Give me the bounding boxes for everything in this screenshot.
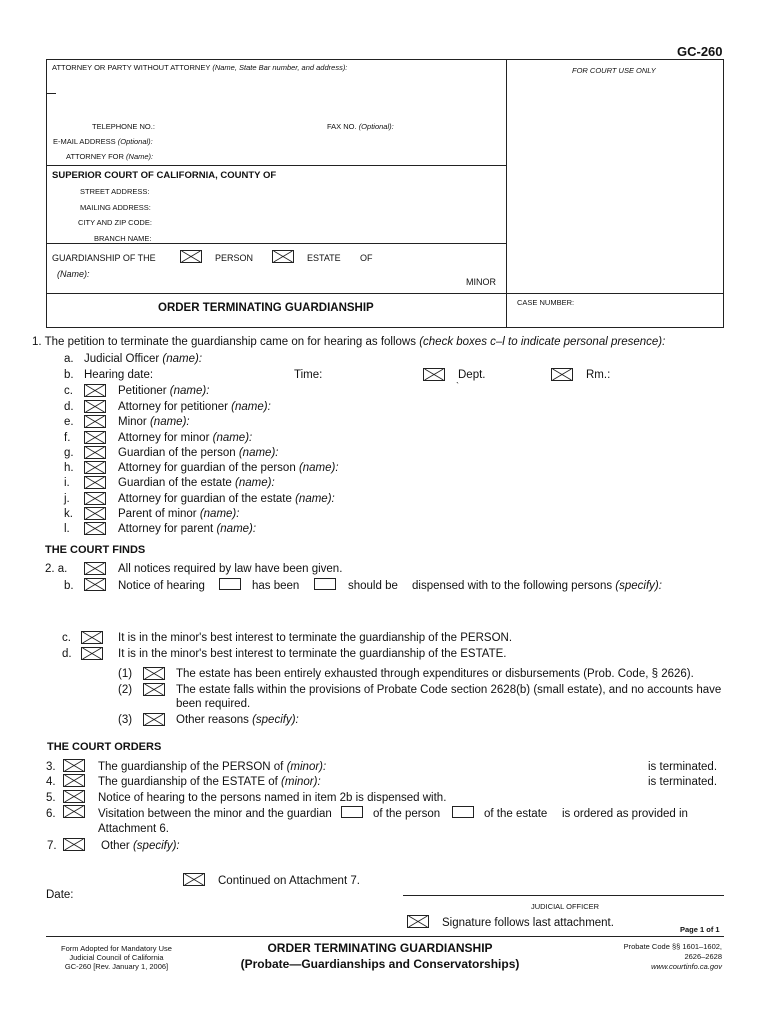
footer-probate-code: Probate Code §§ 1601–1602, [623,942,722,951]
row-e-letter: e. [64,416,74,428]
footer-adopted: Form Adopted for Mandatory Use [61,944,172,953]
footer-title: ORDER TERMINATING GUARDIANSHIP [267,941,493,955]
telephone-label: TELEPHONE NO.: [92,122,155,131]
finding-2a-number: 2. a. [45,563,68,575]
order-3-number: 3. [46,761,56,773]
dept-label: Dept. [458,369,486,381]
order-7-number: 7. [47,840,57,852]
should-be-label: should be [348,580,398,592]
row-k-checkbox[interactable] [84,507,106,520]
visitation-person-label: of the person [373,808,441,820]
court-orders-heading: THE COURT ORDERS [47,741,162,753]
caption-divider [46,293,724,294]
row-d-checkbox[interactable] [84,400,106,413]
order-7-text: Other (specify): [101,840,180,852]
rm-checkbox[interactable] [551,368,573,381]
finding-d3-number: (3) [118,714,133,726]
attorney-label: ATTORNEY OR PARTY WITHOUT ATTORNEY (Name, State Bar number, and address): [52,63,348,72]
fax-label: FAX NO. (Optional): [327,122,394,131]
dispensed-label: dispensed with to the following persons (specify): [412,580,662,592]
dept-mark: ` [456,381,459,391]
visitation-estate-checkbox[interactable] [452,806,474,818]
finding-2d-text: It is in the minor's best interest to terminate the guardianship of the ESTATE. [118,648,507,660]
person-checkbox[interactable] [180,250,202,263]
row-l-label: Attorney for parent (name): [118,523,257,535]
notice-of-hearing-label: Notice of hearing [118,580,205,592]
finding-d2-number: (2) [118,684,133,696]
order-7-checkbox[interactable] [63,838,85,851]
footer-subtitle: (Probate—Guardianships and Conservatorships) [240,957,520,971]
row-g-letter: g. [64,447,74,459]
order-5-number: 5. [46,792,56,804]
row-g-label: Guardian of the person (name): [118,447,279,459]
case-number-label: CASE NUMBER: [517,298,575,307]
row-f-letter: f. [64,432,71,444]
footer-probate-code-cont: 2626–2628 [684,952,722,961]
order-6-number: 6. [46,808,56,820]
finding-d3-checkbox[interactable] [143,713,165,726]
order-3-end: is terminated. [648,761,718,773]
row-d-label: Attorney for petitioner (name): [118,401,271,413]
minor-label: MINOR [466,277,496,287]
row-e-label: Minor (name): [118,416,190,428]
court-finds-heading: THE COURT FINDS [45,544,146,556]
person-label: PERSON [215,253,254,263]
row-c-label: Petitioner (name): [118,385,210,397]
order-6-text: Visitation between the minor and the guardian [98,808,332,820]
order-6-end: is ordered as provided in [562,808,688,820]
branch-name-label: BRANCH NAME: [94,234,152,243]
finding-2c-letter: c. [62,632,71,644]
order-5-text: Notice of hearing to the persons named in item 2b is dispensed with. [98,792,447,804]
order-3-checkbox[interactable] [63,759,85,772]
attorney-entry-mark [46,93,56,94]
row-i-checkbox[interactable] [84,476,106,489]
court-section-divider [46,243,507,244]
continued-label: Continued on Attachment 7. [218,875,360,887]
finding-d1-number: (1) [118,668,133,680]
street-address-label: STREET ADDRESS: [80,187,150,196]
continued-checkbox[interactable] [183,873,205,886]
row-k-letter: k. [64,508,73,520]
signature-follows-checkbox[interactable] [407,915,429,928]
time-label: Time: [294,369,323,381]
row-f-label: Attorney for minor (name): [118,432,253,444]
row-h-checkbox[interactable] [84,461,106,474]
row-c-checkbox[interactable] [84,384,106,397]
row-j-letter: j. [64,493,70,505]
finding-2c-checkbox[interactable] [81,631,103,644]
guardianship-of-the-label: GUARDIANSHIP OF THE [52,253,156,263]
order-4-number: 4. [46,776,56,788]
row-c-letter: c. [64,385,73,397]
finding-d2-text: The estate falls within the provisions of Probate Code section 2628(b) (small estate), and no accounts have [176,684,722,696]
footer-divider [46,936,724,937]
finding-2b-checkbox[interactable] [84,578,106,591]
finding-d3-text: Other reasons (specify): [176,714,299,726]
finding-2d-letter: d. [62,648,72,660]
dept-checkbox[interactable] [423,368,445,381]
city-zip-label: CITY AND ZIP CODE: [78,218,152,227]
row-j-label: Attorney for guardian of the estate (name): [118,493,335,505]
finding-2a-text: All notices required by law have been given. [118,563,343,575]
court-use-label: FOR COURT USE ONLY [572,66,656,75]
attorney-for-label: ATTORNEY FOR (Name): [66,152,154,161]
has-been-label: has been [252,580,300,592]
rm-label: Rm.: [586,369,611,381]
header-right-border [723,59,724,328]
row-l-checkbox[interactable] [84,522,106,535]
judicial-officer-label: JUDICIAL OFFICER [531,902,600,911]
row-e-checkbox[interactable] [84,415,106,428]
estate-label: ESTATE [307,253,341,263]
row-l-letter: l. [64,523,70,535]
header-bottom-border [46,327,724,328]
superior-court-label: SUPERIOR COURT OF CALIFORNIA, COUNTY OF [52,170,277,181]
name-label: (Name): [57,269,90,279]
visitation-estate-label: of the estate [484,808,548,820]
should-be-checkbox[interactable] [314,578,336,590]
order-6-checkbox[interactable] [63,805,85,818]
visitation-person-checkbox[interactable] [341,806,363,818]
row-h-label: Attorney for guardian of the person (name): [118,462,339,474]
row-j-checkbox[interactable] [84,492,106,505]
order-4-text: The guardianship of the ESTATE of (minor): [98,776,321,788]
footer-revision: GC-260 [Rev. January 1, 2006] [64,962,169,971]
finding-2b-letter: b. [64,580,74,592]
header-top-border [46,59,724,60]
finding-2d-checkbox[interactable] [81,647,103,660]
order-4-end: is terminated. [648,776,718,788]
mailing-address-label: MAILING ADDRESS: [80,203,151,212]
signature-follows-label: Signature follows last attachment. [442,917,614,929]
signature-line [403,895,724,896]
estate-checkbox[interactable] [272,250,294,263]
has-been-checkbox[interactable] [219,578,241,590]
finding-2c-text: It is in the minor's best interest to terminate the guardianship of the PERSON. [118,632,513,644]
date-label: Date: [46,889,74,901]
attorney-section-divider [46,165,507,166]
header-left-border [46,59,47,328]
order-4-checkbox[interactable] [63,774,85,787]
court-use-divider [506,59,507,328]
item1a-letter: a. [64,353,74,365]
item1a-label: Judicial Officer (name): [84,353,203,365]
hearing-date-label: Hearing date: [84,369,154,381]
row-i-label: Guardian of the estate (name): [118,477,275,489]
of-label: OF [360,253,373,263]
item1-intro: 1. The petition to terminate the guardianship came on for hearing as follows (check boxes c–l to indicate personal presence): [32,336,666,348]
finding-d1-text: The estate has been entirely exhausted through expenditures or disbursements (Prob. Code, § 2626). [176,668,694,680]
item1b-letter: b. [64,369,74,381]
email-label: E-MAIL ADDRESS (Optional): [53,137,153,146]
row-h-letter: h. [64,462,74,474]
footer-council: Judicial Council of California [69,953,164,962]
row-i-letter: i. [64,477,70,489]
order-5-checkbox[interactable] [63,790,85,803]
order-3-text: The guardianship of the PERSON of (minor): [98,761,327,773]
row-g-checkbox[interactable] [84,446,106,459]
row-k-label: Parent of minor (name): [118,508,240,520]
finding-d2-checkbox[interactable] [143,683,165,696]
finding-2a-checkbox[interactable] [84,562,106,575]
row-f-checkbox[interactable] [84,431,106,444]
form-number: GC-260 [677,44,723,59]
finding-d2-text-cont: been required. [176,698,251,710]
footer-website[interactable]: www.courtinfo.ca.gov [651,962,722,971]
form-title: ORDER TERMINATING GUARDIANSHIP [158,302,374,314]
page-number: Page 1 of 1 [680,925,720,934]
order-6-text-cont: Attachment 6. [98,823,169,835]
row-d-letter: d. [64,401,74,413]
finding-d1-checkbox[interactable] [143,667,165,680]
